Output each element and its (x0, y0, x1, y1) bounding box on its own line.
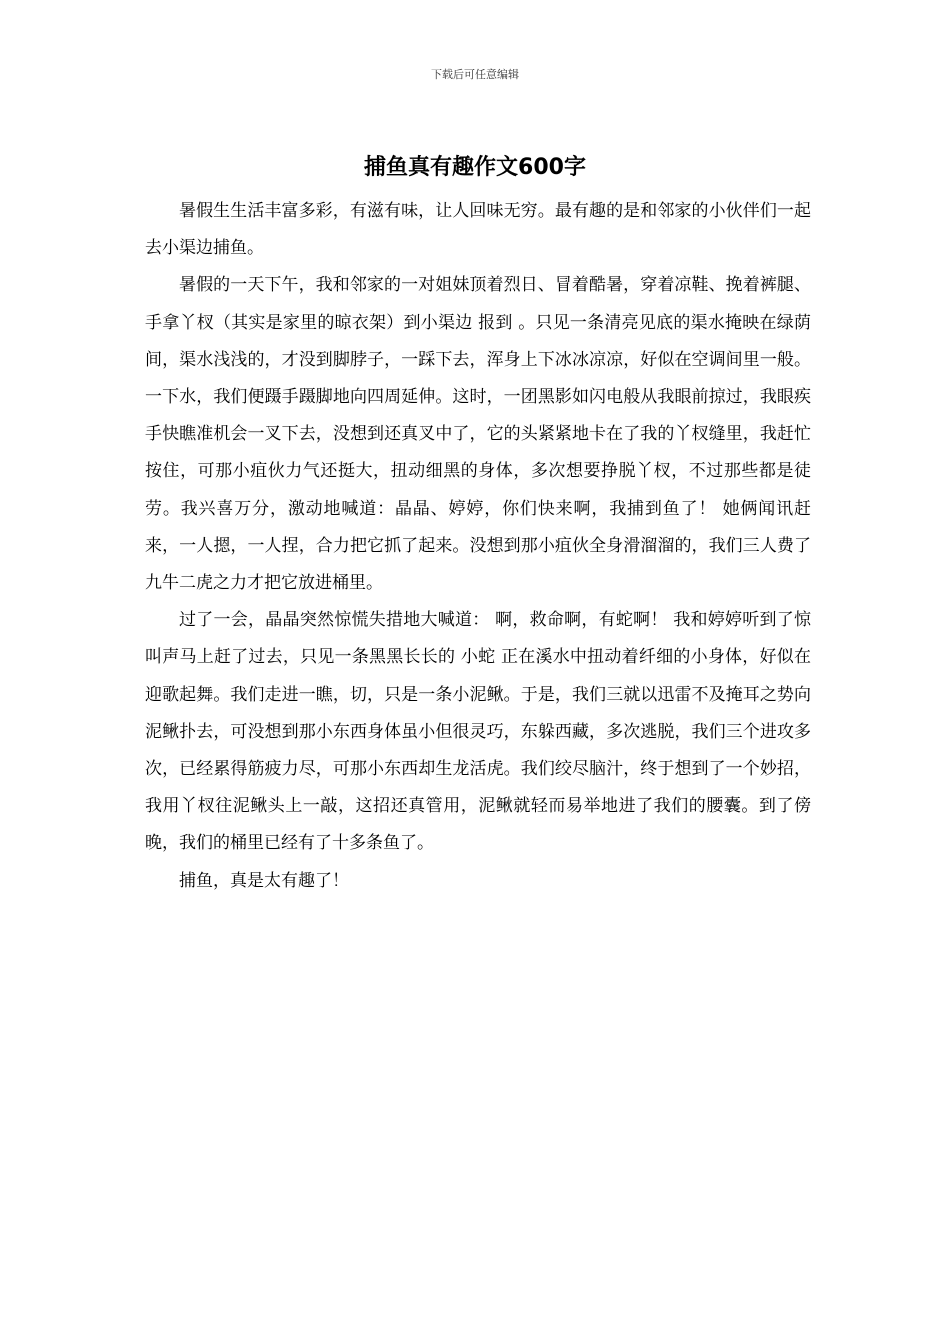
document-title: 捕鱼真有趣作文600字 (364, 155, 586, 180)
paragraph-conclusion: 捕鱼，真是太有趣了！ (179, 870, 349, 891)
paragraph-catching-fish: 暑假的一天下午，我和邻家的一对姐妹顶着烈日、冒着酷暑，穿着凉鞋、挽着裤腿、手拿丫杈（其实是家里的晾衣架）到小渠边 报到 。只见一条清亮见底的渠水掩映在绿荫间，渠水浅浅的，才没到脚脖子，一踩下去，浑身上下冰冰凉凉，好似在空调间里一般。一下水，我们便蹑手蹑脚地向四周延伸。这时，一团黑影如闪电般从我眼前掠过，我眼疾手快瞧准机会一叉下去，没想到还真叉中了，它的头紧紧地卡在了我的丫杈缝里，我赶忙按住，可那小疽伙力气还挺大，扭动细黑的身体，多次想要挣脱丫杈，不过那些都是徒劳。我兴喜万分，激动地喊道：晶晶、婷婷，你们快来啊，我捕到鱼了！ 她俩闻讯赶来，一人摁，一人捏，合力把它抓了起来。没想到那小疽伙全身滑溜溜的，我们三人费了九牛二虎之力才把它放进桶里。 (145, 275, 811, 594)
header-note: 下载后可任意编辑 (431, 68, 519, 81)
paragraph-loach: 过了一会，晶晶突然惊慌失措地大喊道： 啊，救命啊，有蛇啊！ 我和婷婷听到了惊叫声马上赶了过去，只见一条黑黑长长的 小蛇 正在溪水中扭动着纤细的小身体，好似在迎歌起舞。我们走进一瞧，切，只是一条小泥鳅。于是，我们三就以迅雷不及掩耳之势向泥鳅扑去，可没想到那小东西身体虽小但很灵巧，东躲西藏，多次逃脱，我们三个进攻多次，已经累得筋疲力尽，可那小东西却生龙活虎。我们绞尽脑汁，终于想到了一个妙招，我用丫杈往泥鳅头上一敲，这招还真管用，泥鳅就轻而易举地进了我们的腰囊。到了傍晚，我们的桶里已经有了十多条鱼了。 (145, 610, 811, 854)
paragraph-intro: 暑假生生活丰富多彩，有滋有味，让人回味无穷。最有趣的是和邻家的小伙伴们一起去小渠边捕鱼。 (145, 201, 811, 259)
document-body (145, 193, 811, 900)
